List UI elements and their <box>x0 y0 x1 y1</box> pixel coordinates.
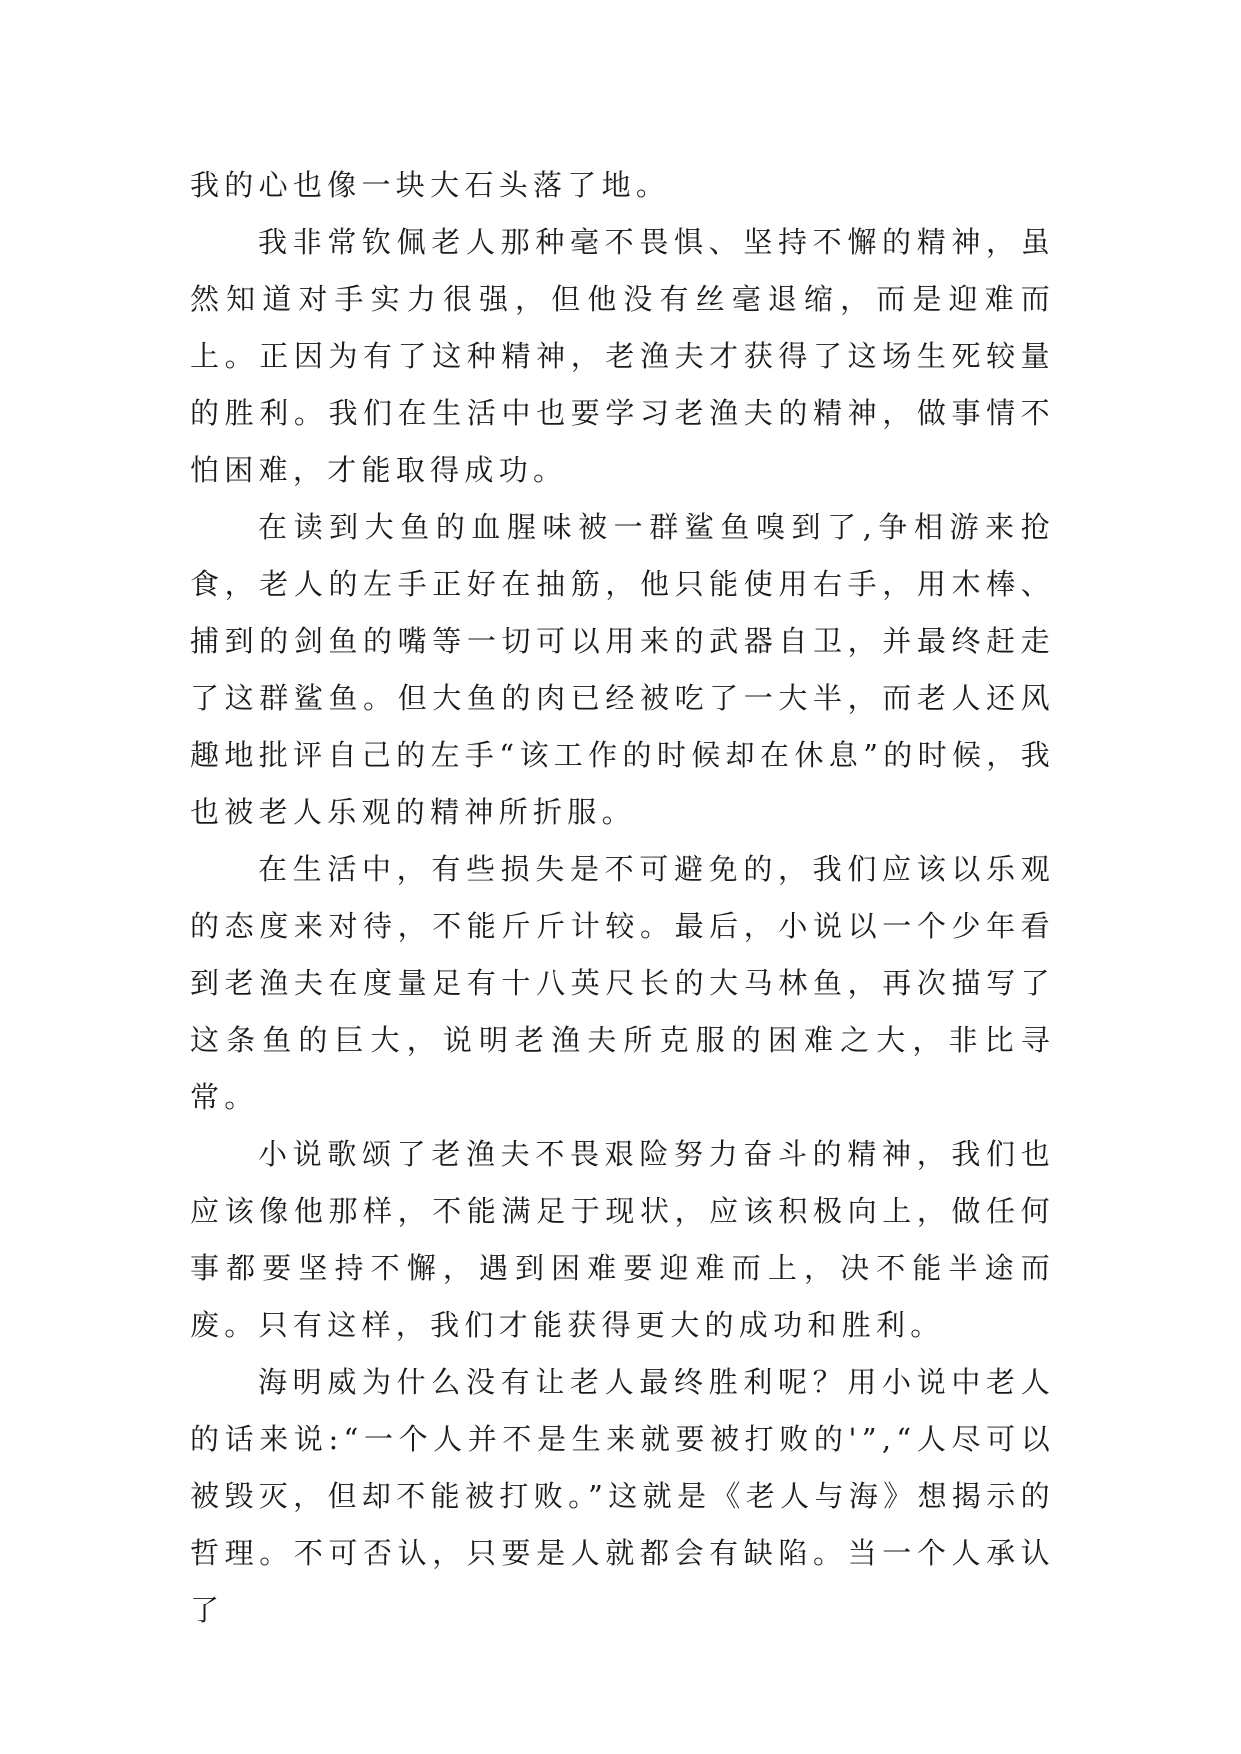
paragraph-2: 我非常钦佩老人那种毫不畏惧、坚持不懈的精神，虽然知道对手实力很强，但他没有丝毫退缩，而是迎难而上。正因为有了这种精神，老渔夫才获得了这场生死较量的胜利。我们在生活中也要学习老渔夫的精神，做事情不怕困难，才能取得成功。 <box>190 225 1055 487</box>
paragraph-3: 在读到大鱼的血腥味被一群鲨鱼嗅到了,争相游来抢食，老人的左手正好在抽筋，他只能使用右手，用木棒、捕到的剑鱼的嘴等一切可以用来的武器自卫，并最终赶走了这群鲨鱼。但大鱼的肉已经被吃了一大半，而老人还风趣地批评自己的左手“该工作的时候却在休息”的时候，我也被老人乐观的精神所折服。 <box>190 510 1055 829</box>
paragraph-6: 海明威为什么没有让老人最终胜利呢？用小说中老人的话来说:“一个人并不是生来就要被打败的'”,“人尽可以被毁灭，但却不能被打败。”这就是《老人与海》想揭示的哲理。不可否认，只要是人就都会有缺陷。当一个人承认了 <box>190 1365 1055 1627</box>
paragraph-5: 小说歌颂了老渔夫不畏艰险努力奋斗的精神，我们也应该像他那样，不能满足于现状，应该积极向上，做任何事都要坚持不懈，遇到困难要迎难而上，决不能半途而废。只有这样，我们才能获得更大的成功和胜利。 <box>190 1137 1055 1342</box>
paragraph-1: 我的心也像一块大石头落了地。 <box>190 168 671 202</box>
body-text <box>190 157 1055 1639</box>
paragraph-4: 在生活中，有些损失是不可避免的，我们应该以乐观的态度来对待，不能斤斤计较。最后，小说以一个少年看到老渔夫在度量足有十八英尺长的大马林鱼，再次描写了这条鱼的巨大，说明老渔夫所克服的困难之大，非比寻常。 <box>190 852 1055 1114</box>
